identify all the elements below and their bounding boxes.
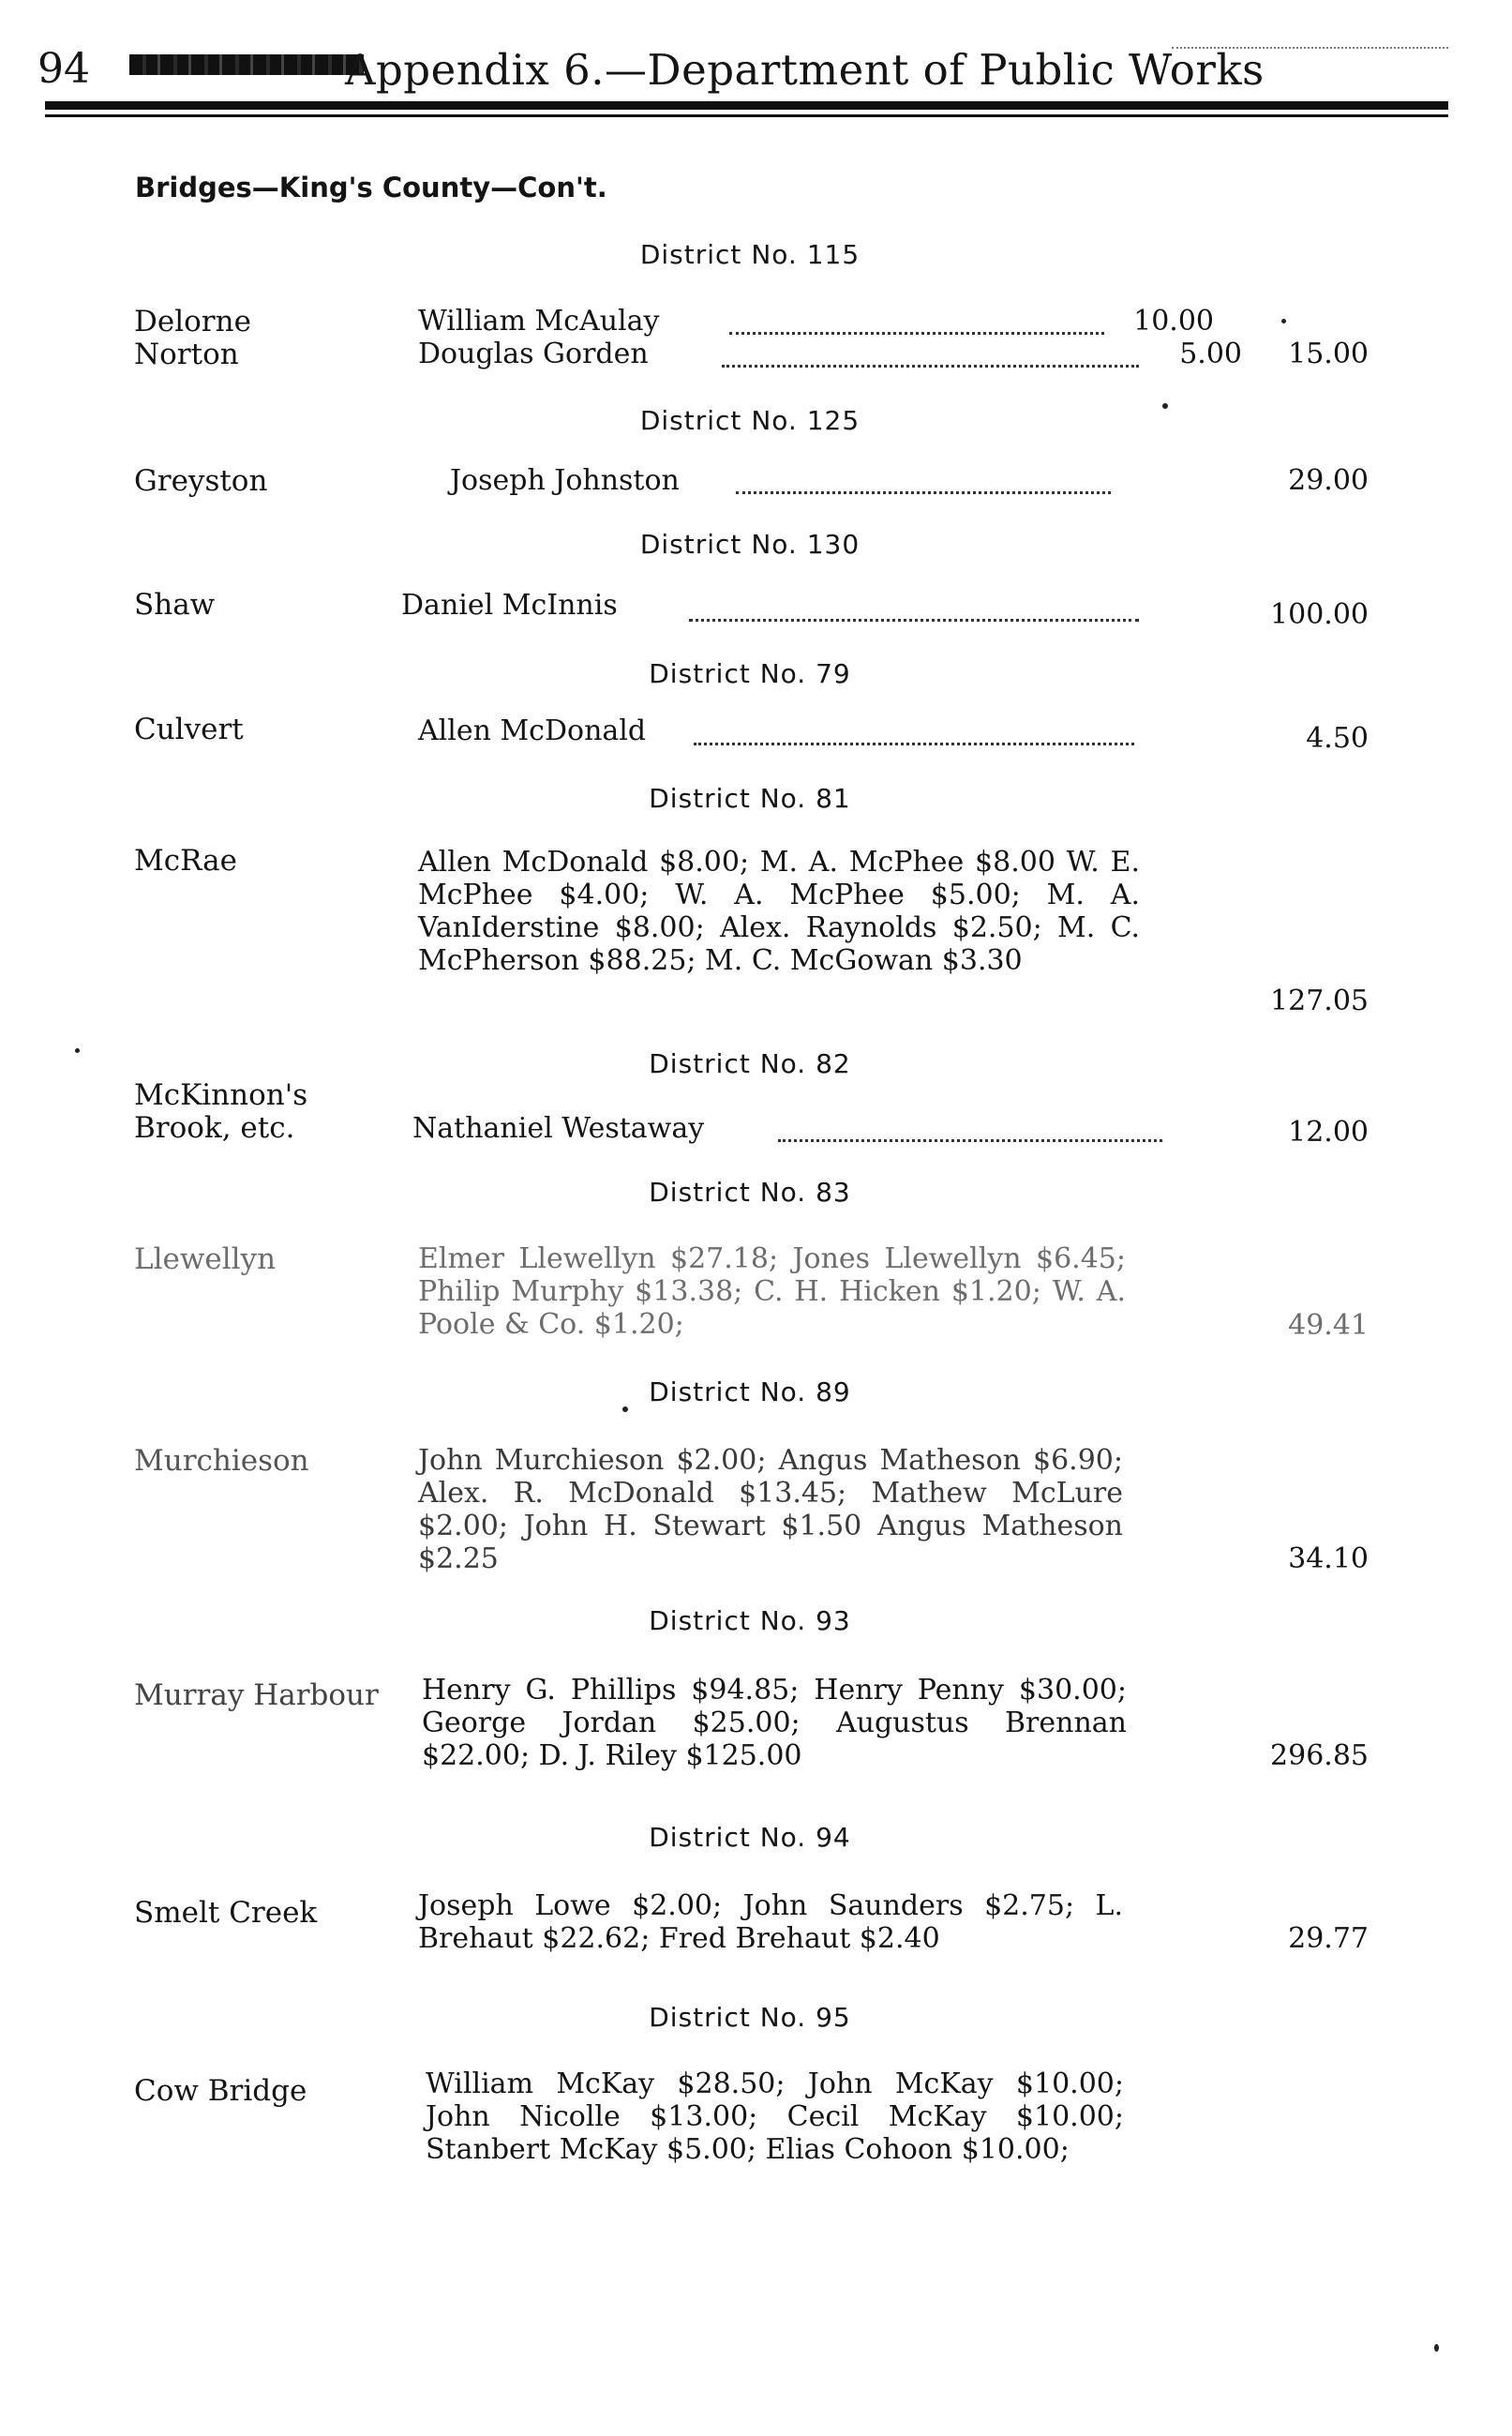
district-total: 29.77: [1288, 1922, 1369, 1955]
place-name: Delorne: [134, 305, 251, 338]
district-total: 4.50: [1306, 722, 1369, 755]
scan-speck: [622, 1406, 628, 1412]
district-heading: District No. 82: [649, 1048, 851, 1079]
dot-leader: [729, 332, 1104, 335]
payment-amount: 10.00: [1133, 305, 1214, 338]
header-trail-mark: [1172, 47, 1448, 49]
place-name: Greyston: [134, 464, 268, 498]
header-rule-thick: [45, 101, 1448, 110]
district-heading: District No. 95: [649, 2002, 851, 2033]
dot-leader: [778, 1139, 1162, 1142]
dot-leader: [689, 619, 1139, 622]
place-name: McRae: [134, 844, 237, 878]
payment-entry: John Murchieson $2.00; Angus Matheson $6.90; Alex. R. McDonald $13.45; Mathew McLure $2.00; John H. Stewart $1.50 Angus Matheson $2.25: [418, 1444, 1123, 1575]
place-name: Norton: [134, 338, 239, 371]
district-total: 12.00: [1288, 1116, 1369, 1149]
district-heading: District No. 83: [649, 1177, 851, 1208]
dot-leader: [694, 743, 1134, 745]
payment-amount: 5.00: [1179, 338, 1242, 370]
district-heading: District No. 115: [639, 239, 861, 270]
place-name: Llewellyn: [134, 1242, 277, 1276]
place-name: Shaw: [134, 588, 216, 622]
district-total: 49.41: [1288, 1309, 1369, 1342]
header-rule-thin: [45, 114, 1448, 117]
payee-name: William McAulay: [418, 305, 660, 338]
payee-name: Allen McDonald: [418, 714, 647, 747]
place-name: Cow Bridge: [134, 2074, 307, 2108]
district-total: 100.00: [1270, 598, 1369, 631]
district-heading: District No. 93: [649, 1605, 851, 1636]
section-title: Bridges—King's County—Con't.: [135, 172, 607, 203]
payee-name: Joseph Johnston: [450, 464, 680, 497]
district-heading: District No. 125: [639, 405, 861, 436]
district-heading: District No. 94: [649, 1822, 851, 1853]
scan-speck: [75, 1048, 80, 1053]
district-total: 296.85: [1270, 1739, 1369, 1772]
running-head: [37, 38, 1448, 103]
dot-leader: [736, 491, 1111, 494]
place-name: McKinnon's: [134, 1078, 308, 1112]
district-total: 34.10: [1288, 1542, 1369, 1575]
page-number: 94: [37, 45, 90, 93]
place-name: Smelt Creek: [134, 1896, 318, 1930]
payment-entry: Elmer Llewellyn $27.18; Jones Llewellyn $6.45; Philip Murphy $13.38; C. H. Hicken $1.20; W. A. Poole & Co. $1.20;: [418, 1242, 1126, 1341]
payment-entry: William McKay $28.50; John McKay $10.00; John Nicolle $13.00; Cecil McKay $10.00; Stanbert McKay $5.00; Elias Cohoon $10.00;: [426, 2068, 1124, 2166]
district-total: 29.00: [1288, 464, 1369, 497]
place-name: Murchieson: [134, 1444, 309, 1478]
payee-name: Daniel McInnis: [401, 589, 618, 622]
ink-smudge: [129, 54, 364, 75]
place-name: Culvert: [134, 713, 244, 746]
payment-entry: Allen McDonald $8.00; M. A. McPhee $8.00 W. E. McPhee $4.00; W. A. McPhee $5.00; M. A. VanIderstine $8.00; Alex. Raynolds $2.50; M. C. McPherson $88.25; M. C. McGowan $3.30: [418, 846, 1140, 977]
place-name: Brook, etc.: [134, 1111, 295, 1145]
page-header-title: Appendix 6.—Department of Public Works: [345, 45, 1265, 95]
scan-speck: [1162, 403, 1168, 409]
scan-speck: [1434, 2344, 1439, 2352]
payee-name: Douglas Gorden: [418, 338, 649, 370]
payment-entry: Joseph Lowe $2.00; John Saunders $2.75; L. Brehaut $22.62; Fred Brehaut $2.40: [418, 1889, 1123, 1955]
dot-leader: [722, 365, 1139, 368]
district-heading: District No. 89: [649, 1376, 851, 1407]
place-name: Murray Harbour: [134, 1678, 379, 1712]
payment-entry: Henry G. Phillips $94.85; Henry Penny $30.00; George Jordan $25.00; Augustus Brennan $22.00; D. J. Riley $125.00: [422, 1674, 1127, 1772]
district-heading: District No. 130: [639, 529, 861, 560]
payee-name: Nathaniel Westaway: [412, 1112, 705, 1145]
district-total: 15.00: [1288, 338, 1369, 370]
district-heading: District No. 81: [649, 783, 851, 814]
district-total: 127.05: [1270, 985, 1369, 1017]
district-heading: District No. 79: [649, 658, 851, 689]
scan-speck: [1281, 319, 1286, 323]
